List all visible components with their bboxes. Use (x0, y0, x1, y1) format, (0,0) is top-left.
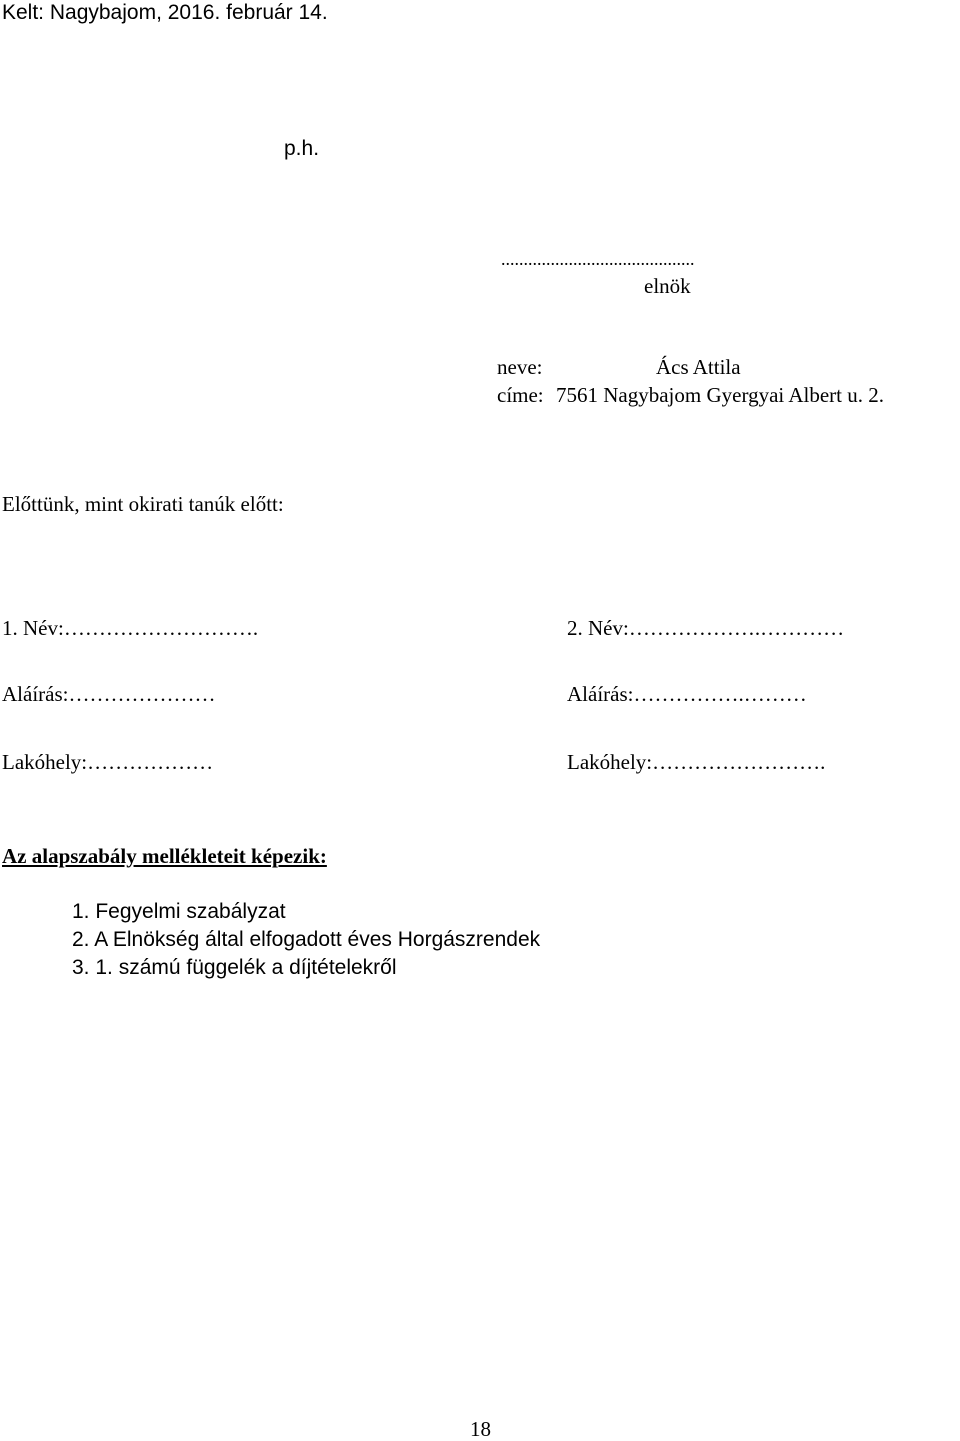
address-value: 7561 Nagybajom Gyergyai Albert u. 2. (556, 383, 884, 407)
witness-1-residence: Lakóhely:……………… (2, 750, 214, 774)
witness-2-signature: Aláírás:…………….……… (567, 682, 807, 706)
witness-2-residence: Lakóhely:……………………. (567, 750, 826, 774)
witness-1-name: 1. Név:………………………. (2, 616, 259, 640)
place-date-line: Kelt: Nagybajom, 2016. február 14. (2, 1, 328, 24)
address-label: címe: (497, 383, 544, 407)
witness-intro: Előttünk, mint okirati tanúk előtt: (2, 492, 284, 516)
attachment-item: 2. A Elnökség által elfogadott éves Horgászrendek (72, 928, 541, 951)
attachments-heading: Az alapszabály mellékleteit képezik: (2, 844, 327, 868)
signature-dots: ........................................... (501, 249, 695, 269)
seal-ph: p.h. (284, 137, 320, 160)
page-number: 18 (470, 1417, 491, 1441)
witness-1-signature: Aláírás:………………… (2, 682, 216, 706)
name-value: Ács Attila (656, 355, 741, 379)
witness-2-name: 2. Név:……………….………… (567, 616, 845, 640)
attachment-item: 1. Fegyelmi szabályzat (72, 900, 286, 923)
name-label: neve: (497, 355, 543, 379)
role-elnok: elnök (644, 274, 691, 298)
attachment-item: 3. 1. számú függelék a díjtételekről (72, 956, 397, 979)
